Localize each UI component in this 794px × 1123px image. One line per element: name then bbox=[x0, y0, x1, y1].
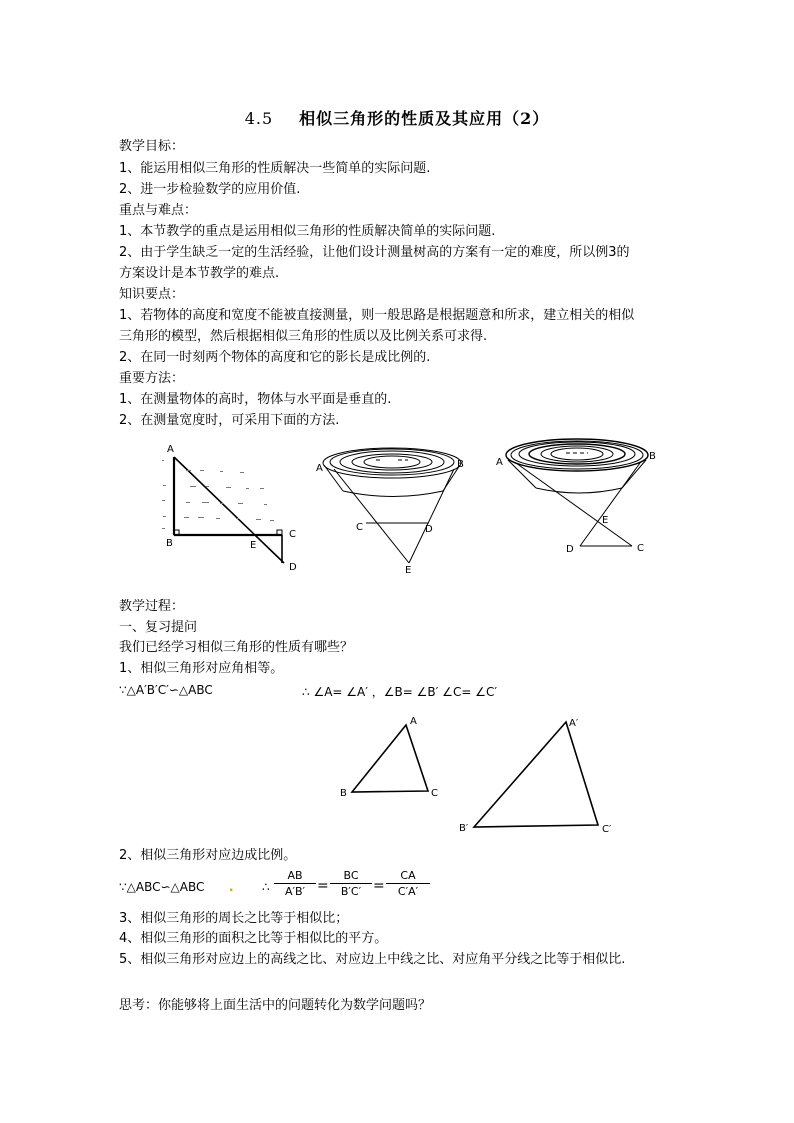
fig1-label-E: E bbox=[250, 540, 257, 551]
triangle-abc-large bbox=[458, 710, 628, 840]
property-1: 1、相似三角形对应角相等。 bbox=[119, 661, 284, 676]
fig3-label-C: C bbox=[637, 543, 644, 554]
heading-key-points: 重点与难点： bbox=[119, 203, 198, 218]
fig1-label-A: A bbox=[167, 444, 174, 455]
key-point-1: 1、本节教学的重点是运用相似三角形的性质解决简单的实际问题. bbox=[119, 224, 496, 239]
fig2-label-E: E bbox=[405, 565, 412, 576]
eq2-dot: . bbox=[229, 880, 234, 894]
page-title bbox=[0, 106, 794, 129]
knowledge-2: 2、在同一时刻两个物体的高度和它的影长是成比例的. bbox=[119, 350, 431, 365]
fig2-label-B: B bbox=[457, 459, 464, 470]
fraction-bc-denominator: B′C′ bbox=[340, 885, 362, 898]
knowledge-1-cont: 三角形的模型，然后根据相似三角形的性质以及比例关系可求得. bbox=[119, 329, 488, 344]
fraction-ab bbox=[274, 869, 316, 898]
fraction-ab-numerator: AB bbox=[287, 869, 303, 882]
figure-pond-width-1 bbox=[316, 438, 472, 578]
equals-sign-1: = bbox=[317, 878, 329, 894]
figure-pond-width-2 bbox=[494, 430, 664, 560]
key-point-2-cont: 方案设计是本节教学的难点. bbox=[119, 266, 280, 281]
fig3-label-A: A bbox=[496, 457, 503, 468]
property-5: 5、相似三角形对应边上的高线之比、对应边上中线之比、对应角平分线之比等于相似比. bbox=[119, 952, 626, 967]
large-tri-label-C: C′ bbox=[602, 824, 612, 835]
objective-1: 1、能运用相似三角形的性质解决一些简单的实际问题. bbox=[119, 161, 431, 176]
heading-methods: 重要方法： bbox=[119, 371, 185, 386]
heading-process: 教学过程： bbox=[119, 599, 185, 614]
heading-objectives: 教学目标： bbox=[119, 139, 185, 154]
figure-shadow-measure bbox=[160, 440, 310, 580]
small-tri-label-A: A bbox=[410, 716, 417, 727]
fraction-ca-denominator: C′A′ bbox=[397, 885, 419, 898]
property-4: 4、相似三角形的面积之比等于相似比的平方。 bbox=[119, 931, 388, 946]
title-text: 相似三角形的性质及其应用（2） bbox=[299, 109, 550, 128]
fig2-label-C: C bbox=[356, 522, 363, 533]
eq2-given: ∵△ABC∽△ABC bbox=[119, 880, 205, 894]
large-tri-label-A: A′ bbox=[569, 718, 579, 729]
section-number: 4.5 bbox=[244, 109, 274, 128]
fraction-ca-numerator: CA bbox=[400, 869, 416, 882]
property-3: 3、相似三角形的周长之比等于相似比； bbox=[119, 911, 349, 926]
fig1-label-C: C bbox=[289, 529, 296, 540]
method-2: 2、在测量宽度时，可采用下面的方法. bbox=[119, 413, 340, 428]
method-1: 1、在测量物体的高时，物体与水平面是垂直的. bbox=[119, 392, 392, 407]
knowledge-1: 1、若物体的高度和宽度不能被直接测量，则一般思路是根据题意和所求，建立相关的相似 bbox=[119, 308, 635, 323]
eq2-therefore: ∴ bbox=[262, 880, 270, 894]
fig3-label-B: B bbox=[649, 451, 656, 462]
property-2: 2、相似三角形对应边成比例。 bbox=[119, 848, 297, 863]
key-point-2: 2、由于学生缺乏一定的生活经验，让他们设计测量树高的方案有一定的难度，所以例3的 bbox=[119, 245, 630, 260]
review-heading: 一、复习提问 bbox=[119, 620, 198, 635]
fig3-label-D: D bbox=[566, 544, 574, 555]
fraction-bc bbox=[330, 869, 372, 898]
fraction-ab-denominator: A′B′ bbox=[284, 885, 306, 898]
triangle-abc-small bbox=[340, 712, 450, 802]
objective-2: 2、进一步检验数学的应用价值. bbox=[119, 182, 301, 197]
eq1-conclusion: ∴ ∠A= ∠A′ ，∠B= ∠B′ ∠C= ∠C′ bbox=[302, 685, 498, 699]
heading-knowledge: 知识要点： bbox=[119, 287, 185, 302]
fraction-ca bbox=[386, 869, 430, 898]
fig1-label-D: D bbox=[289, 562, 297, 573]
fig3-label-E: E bbox=[602, 515, 609, 526]
equals-sign-2: = bbox=[373, 878, 385, 894]
fraction-bc-numerator: BC bbox=[343, 869, 359, 882]
fig2-label-A: A bbox=[316, 463, 323, 474]
fig2-label-D: D bbox=[425, 524, 433, 535]
fig1-label-B: B bbox=[166, 538, 173, 549]
small-tri-label-C: C bbox=[431, 788, 438, 799]
eq1-given: ∵△A′B′C′∽△ABC bbox=[119, 683, 213, 697]
review-question: 我们已经学习相似三角形的性质有哪些？ bbox=[119, 640, 354, 655]
large-tri-label-B: B′ bbox=[459, 823, 469, 834]
small-tri-label-B: B bbox=[340, 788, 347, 799]
think-question: 思考：你能够将上面生活中的问题转化为数学问题吗？ bbox=[119, 998, 432, 1013]
